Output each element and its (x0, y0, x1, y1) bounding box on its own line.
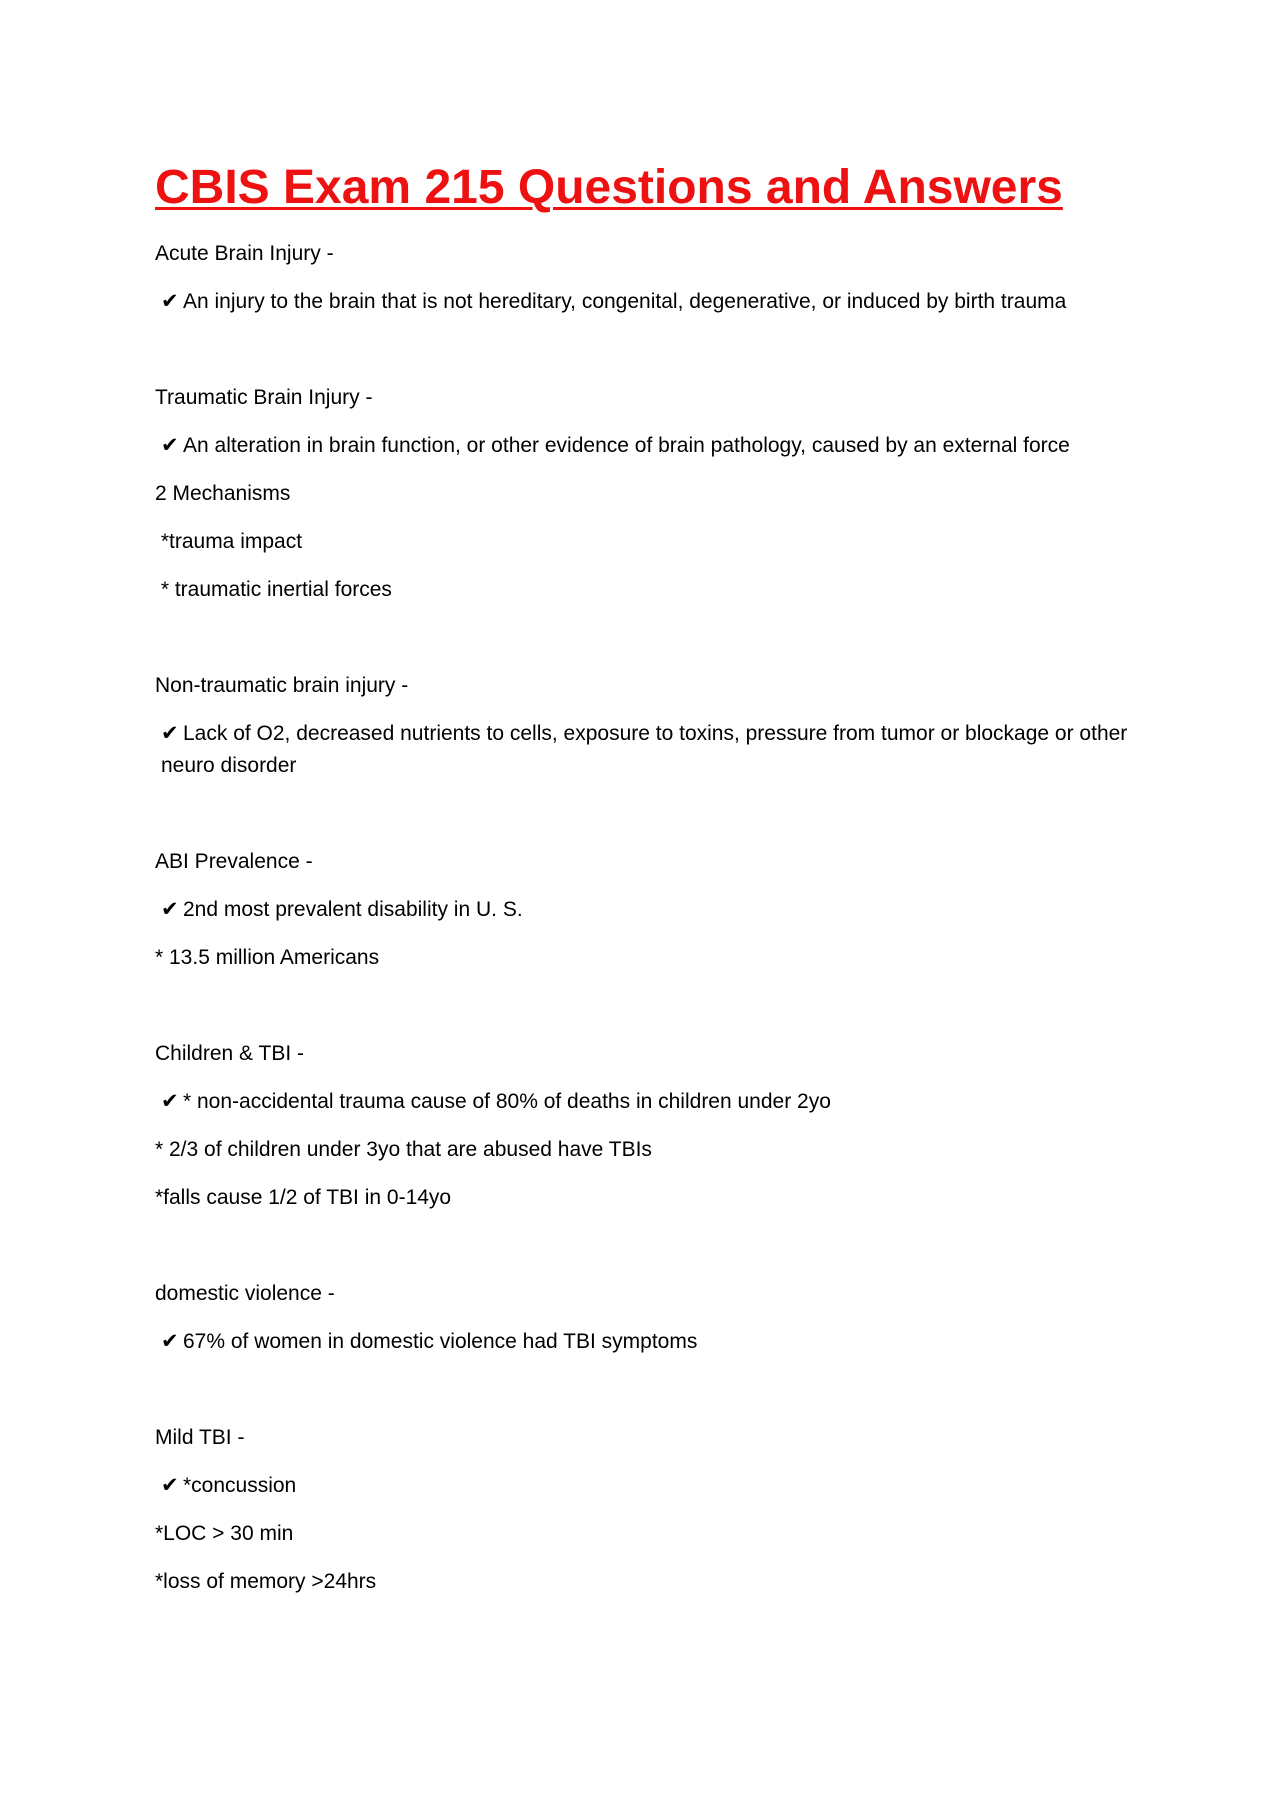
answer-text: 67% of women in domestic violence had TBI symptoms (183, 1330, 698, 1353)
check-mark-icon: ✔ (161, 290, 179, 313)
qa-entry (155, 1038, 1155, 1214)
qa-entry (155, 846, 1155, 974)
answer-detail: * 2/3 of children under 3yo that are abused have TBIs (155, 1138, 652, 1161)
question-term: domestic violence - (155, 1282, 335, 1305)
answer-text: * non-accidental trauma cause of 80% of deaths in children under 2yo (183, 1090, 831, 1113)
answer-detail: *falls cause 1/2 of TBI in 0-14yo (155, 1186, 452, 1209)
answer-line (155, 286, 1155, 318)
qa-entry (155, 1422, 1155, 1598)
answer-detail: *LOC > 30 min (155, 1522, 294, 1545)
check-mark-icon: ✔ (161, 898, 179, 921)
check-mark-icon: ✔ (161, 722, 179, 745)
question-term: Non-traumatic brain injury - (155, 674, 409, 697)
question-term: Traumatic Brain Injury - (155, 386, 373, 409)
question-term: Mild TBI - (155, 1426, 245, 1449)
qa-entry (155, 1278, 1155, 1358)
answer-text: 2nd most prevalent disability in U. S. (183, 898, 523, 921)
qa-entry (155, 670, 1155, 782)
question-term: ABI Prevalence - (155, 850, 313, 873)
qa-entry (155, 238, 1155, 318)
answer-line (155, 1326, 1155, 1358)
document-title: CBIS Exam 215 Questions and Answers (155, 161, 1063, 214)
answer-line (155, 1470, 1155, 1502)
answer-line (155, 894, 1155, 926)
answer-detail: *trauma impact (155, 530, 303, 553)
check-mark-icon: ✔ (161, 1330, 179, 1353)
check-mark-icon: ✔ (161, 1090, 179, 1113)
check-mark-icon: ✔ (161, 1474, 179, 1497)
answer-detail: * 13.5 million Americans (155, 946, 380, 969)
answer-text: Lack of O2, decreased nutrients to cells, exposure to toxins, pressure from tumor or blockage or other neuro disorder (161, 722, 1128, 777)
answer-detail: * traumatic inertial forces (155, 578, 392, 601)
answer-line (155, 1086, 1155, 1118)
question-term: Acute Brain Injury - (155, 242, 334, 265)
answer-line (155, 718, 1141, 782)
question-term: Children & TBI - (155, 1042, 304, 1065)
answer-detail: *loss of memory >24hrs (155, 1570, 377, 1593)
answer-text: *concussion (183, 1474, 297, 1497)
answer-text: An alteration in brain function, or other evidence of brain pathology, caused by an external force (183, 434, 1070, 457)
answer-detail: 2 Mechanisms (155, 482, 291, 505)
answer-line (155, 430, 1155, 462)
document-page (155, 160, 1155, 1614)
check-mark-icon: ✔ (161, 434, 179, 457)
answer-text: An injury to the brain that is not hereditary, congenital, degenerative, or induced by birth trauma (183, 290, 1067, 313)
qa-entry (155, 382, 1155, 606)
